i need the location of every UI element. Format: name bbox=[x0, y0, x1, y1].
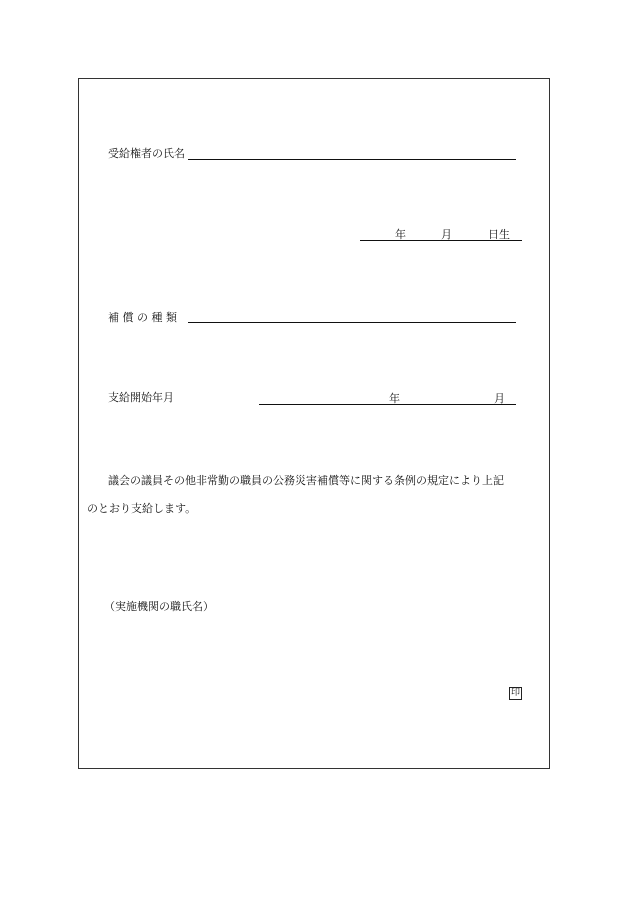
form-frame bbox=[78, 78, 550, 769]
start-month-unit: 月 bbox=[494, 392, 505, 405]
seal-mark: 印 bbox=[510, 688, 520, 698]
birth-month-unit: 月 bbox=[441, 228, 452, 241]
start-year-unit: 年 bbox=[389, 392, 400, 405]
agency-name-label: （実施機関の職氏名） bbox=[104, 600, 214, 613]
statement-line-1: 議会の議員その他非常勤の職員の公務災害補償等に関する条例の規定により上記 bbox=[108, 474, 504, 487]
payment-start-label: 支給開始年月 bbox=[108, 391, 174, 404]
payment-start-line[interactable] bbox=[259, 404, 516, 405]
compensation-type-line[interactable] bbox=[188, 322, 516, 323]
birth-year-unit: 年 bbox=[395, 228, 406, 241]
recipient-name-label: 受給権者の氏名 bbox=[108, 147, 185, 160]
birth-day-unit: 日生 bbox=[488, 228, 510, 241]
compensation-type-label: 補 償 の 種 類 bbox=[108, 311, 177, 324]
recipient-name-line[interactable] bbox=[188, 159, 516, 160]
statement-line-2: のとおり支給します。 bbox=[87, 502, 197, 515]
